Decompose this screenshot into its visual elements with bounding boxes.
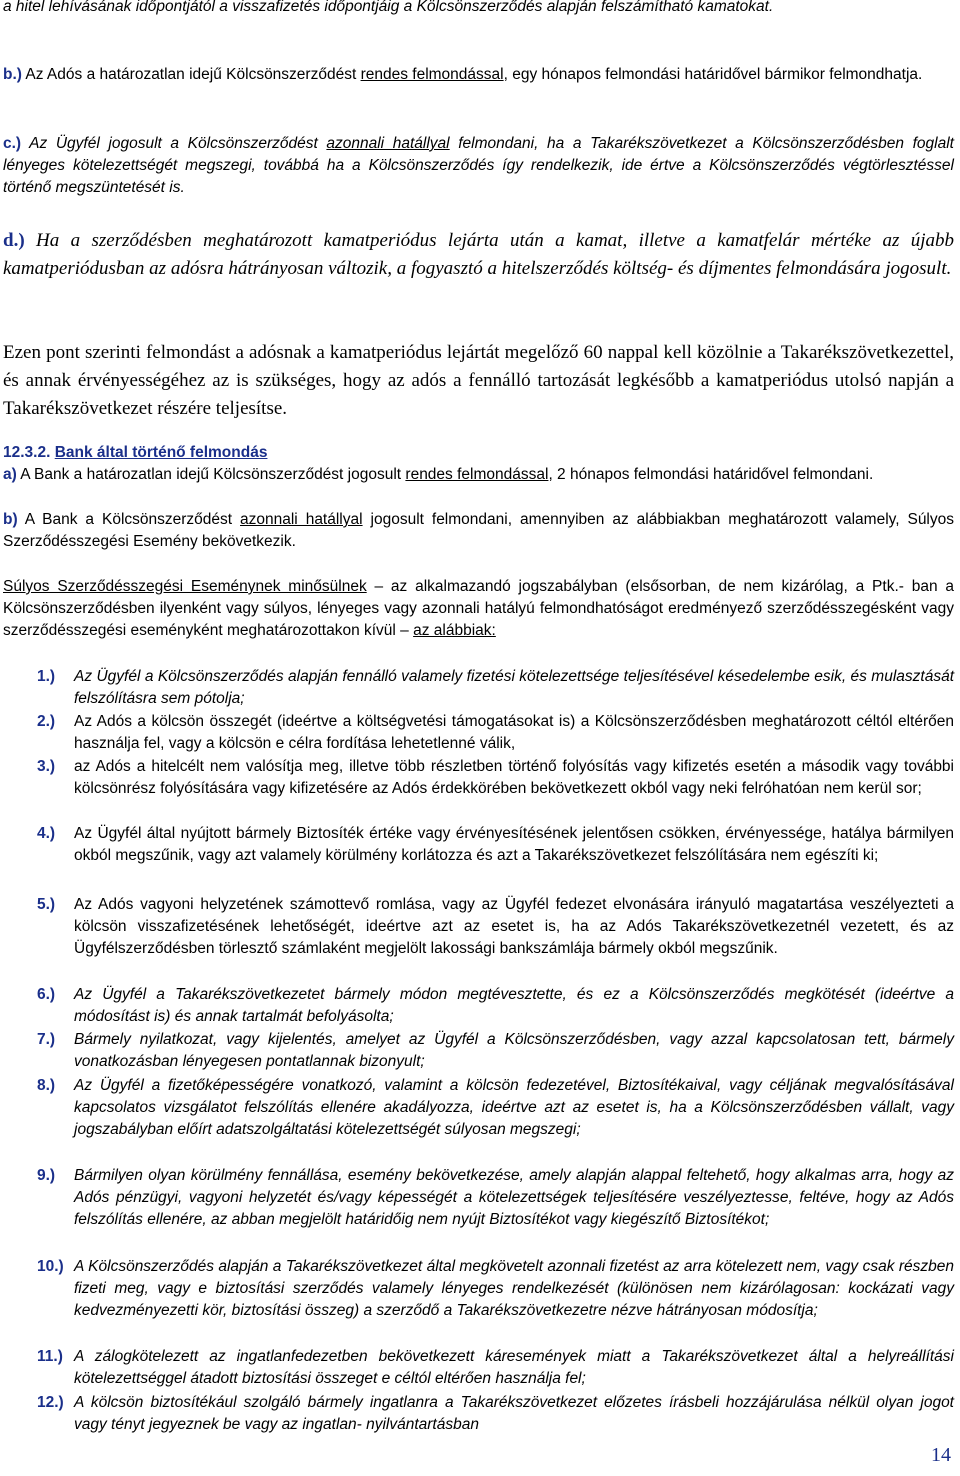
bank-paragraph-b: b) A Bank a Kölcsönszerződést azonnali hatállyal jogosult felmondani, amennyiben az alábbiakban meghatározott valamely, Súlyos Szerződésszegési Esemény bekövetkezik. [3, 511, 955, 550]
paragraph-c-label: c.) [3, 135, 22, 152]
section-number: 12.3.2. [3, 444, 51, 461]
list-item: 10.) A Kölcsönszerződés alapján a Takarékszövetkezet által megkövetelt azonnali fizetést az arra kötelezett nem, vagy csak részben fizeti meg, vagy e biztosítási szerződés valamely lényeges rendelkezését (különösen nem kizárólagosan: kockázati vagy kedvezményezetti kör, biztosítási összeg) a szerződő a Takarékszövetkezetre nézve hátrányosan módosítja; [37, 1258, 954, 1319]
paragraph-d: d.) Ha a szerződésben meghatározott kamatperiódus lejárta után a kamat, illetve a kamatfelár mértéke az újabb kamatperiódusban az adósra hátrányosan változik, a fogyasztó a hitelszerződés költség- és díjmentes felmondására jogosult. [3, 230, 954, 279]
list-item: 6.) Az Ügyfél a Takarékszövetkezetet bármely módon megtévesztette, és ez a Kölcsönszerződés megkötését (ideértve a módosítást is) és annak tartalmát befolyásolta; [37, 986, 954, 1025]
paragraph-a-continued: a hitel lehívásának időpontjától a visszafizetés időpontjáig a Kölcsönszerződés alapján felszámítható kamatokat. [3, 0, 774, 15]
page-number: 14 [931, 1444, 951, 1466]
list-item: 2.) Az Adós a kölcsön összegét (ideértve a költségvetési támogatásokat is) a Kölcsönszerződésben meghatározott céltól eltérően használja fel, vagy a kölcsön e célra fordítása lehetetlenné válik, [37, 713, 954, 752]
bank-paragraph-a: a) A Bank a határozatlan idejű Kölcsönszerződést jogosult rendes felmondással, 2 hónapos felmondási határidővel felmondani. [3, 466, 874, 483]
list-item: 8.) Az Ügyfél a fizetőképességére vonatkozó, valamint a kölcsön fedezetével, Biztosítékaival, vagy céljának megvalósításával kapcsolatos vizsgálatot felszólítás ellenére akadályozza, ideértve azt az esetet is, ha a Kölcsönszerződésben vállalt, vagy jogszabályban előírt adatszolgáltatási kötelezettségét súlyosan megszegi; [37, 1077, 954, 1138]
list-item: 9.) Bármilyen olyan körülmény fennállása, esemény bekövetkezése, amely alapján alappal feltehető, hogy alkalmas arra, hogy az Adós pénzügyi, vagyoni helyzetét és/vagy képességét a kötelezettségek teljesítésére veszélyeztesse, feltéve, hogy az Adós felszólítás ellenére, az abban megjelölt határidőig nem nyújt Biztosítékot vagy kiegészítő Biztosítékot; [37, 1167, 954, 1228]
list-item: 4.) Az Ügyfél által nyújtott bármely Biztosíték értéke vagy érvényesítésének jelentősen csökken, érvényessége, hatálya bármilyen okból megszűnik, vagy azt valamely körülmény korlátozza és azt a Takarékszövetkezet felszólítására nem egészíti ki; [37, 825, 954, 864]
list-item: 3.) az Adós a hitelcélt nem valósítja meg, illetve több részletben történő folyósítás vagy kifizetés esetén a második vagy további kölcsönrész folyósítására vagy kifizetésére az Adós érdekkörében bekövetkezett okból vagy neki felróhatóan nem kerül sor; [37, 758, 954, 797]
section-heading [3, 442, 954, 464]
list-item: 5.) Az Adós vagyoni helyzetének számottevő romlása, vagy az Ügyfél fedezet elvonására irányuló magatartása veszélyezteti a kölcsön visszafizetésének lehetőségét, ideértve azt az esetet is, ha az Adós Takarékszövetkezetnél vezetett, és az Ügyfélszerződésben törlesztő számlaként megjelölt lakossági bankszámlája bármely okból megszűnik. [37, 896, 954, 957]
list-item: 1.) Az Ügyfél a Kölcsönszerződés alapján fennálló valamely fizetési kötelezettsége teljesítésével késedelembe esik, és mulasztását felszólításra sem pótolja; [37, 668, 954, 707]
list-item: 12.) A kölcsön biztosítékául szolgáló bármely ingatlanra a Takarékszövetkezet előzetes írásbeli hozzájárulása nélkül olyan jogot vagy tényt jegyeznek be vagy az ingatlan- nyilvántartásban [37, 1394, 954, 1433]
section-title: Bank által történő felmondás [54, 444, 268, 461]
paragraph-b: b.) Az Adós a határozatlan idejű Kölcsönszerződést rendes felmondással, egy hónapos felmondási határidővel bármikor felmondhatja. [3, 66, 923, 83]
paragraph-c: c.) Az Ügyfél jogosult a Kölcsönszerződést azonnali hatállyal felmondani, ha a Takarékszövetkezet a Kölcsönszerződésben foglalt lényeges kötelezettségét megszegi, továbbá ha a Kölcsönszerződés így rendelkezik, ide értve a Kölcsönszerződés végtörlesztéssel történő megszüntetését is. [3, 135, 954, 196]
list-item: 7.) Bármely nyilatkozat, vagy kijelentés, amelyet az Ügyfél a Kölcsönszerződésben, vagy azzal kapcsolatosan tett, bármely vonatkozásban lényegesen pontatlannak bizonyult; [37, 1031, 954, 1070]
paragraph-ezen-pont: Ezen pont szerinti felmondást a adósnak a kamatperiódus lejártát megelőző 60 nappal kell közölnie a Takarékszövetkezettel, és annak érvényességéhez az is szükséges, hogy az adós a fennálló tartozását legkésőbb a kamatperiódus utolsó napján a Takarékszövetkezet részére teljesítse. [3, 342, 954, 419]
list-item: 11.) A zálogkötelezett az ingatlanfedezetben bekövetkezett káresemények miatt a Takarékszövetkezet által a helyreállítási kötelezettséggel átadott biztosítási összeget e céltól eltérően használja fel; [37, 1348, 954, 1387]
paragraph-d-label: d.) [3, 230, 25, 251]
paragraph-b-label: b.) [3, 66, 22, 83]
sulyos-intro: Súlyos Szerződésszegési Eseménynek minősülnek – az alkalmazandó jogszabályban (elsősorban, de nem kizárólag, a Ptk.- ban a Kölcsönszerződésben ilyenként vagy súlyos, lényeges vagy azonnali hatályú felmondhatóságot eredményező szerződésszegésként vagy szerződésszegési eseményként meghatározottakon kívül – az alábbiak: [3, 578, 954, 639]
